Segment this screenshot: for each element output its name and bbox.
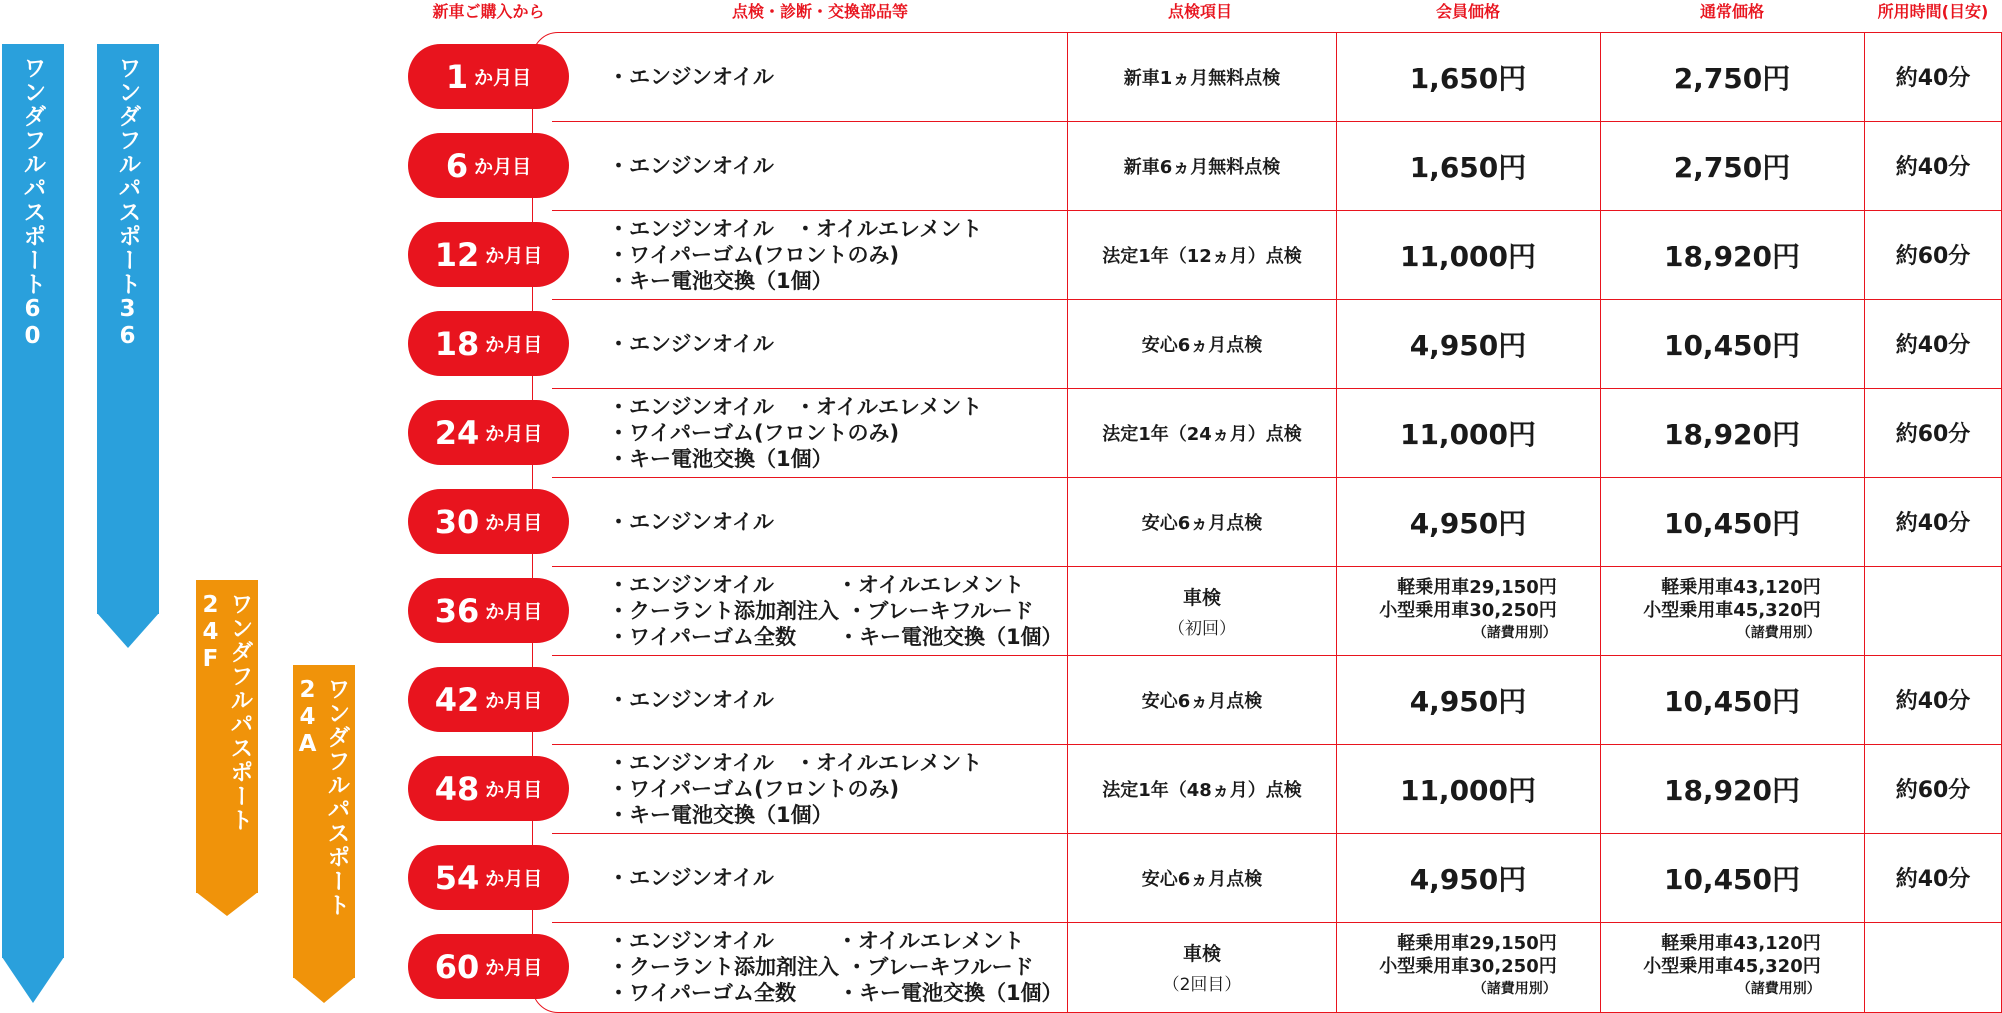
- inspection-cell: 法定1年（48ヵ月）点検: [1102, 779, 1302, 801]
- part-item: ・エンジンオイル ・オイルエレメント: [608, 394, 983, 419]
- month-unit: か月目: [485, 423, 543, 445]
- inspection-cell: 新車6ヵ月無料点検: [1123, 156, 1281, 178]
- member-price-small: 小型乗用車30,250円: [1379, 956, 1557, 977]
- normal-price-cell: 10,450円: [1663, 328, 1801, 362]
- month-number: 54: [434, 858, 480, 897]
- part-item: ・キー電池交換（1個）: [608, 446, 833, 471]
- month-unit: か月目: [485, 245, 543, 267]
- parts-cell: [608, 833, 1068, 922]
- part-item: ・キー電池交換（1個）: [608, 268, 833, 293]
- passport-24f-arrow: [196, 580, 258, 916]
- member-price-cell: 11,000円: [1399, 417, 1537, 451]
- month-number: 18: [434, 324, 480, 363]
- parts-cell: [608, 32, 1068, 121]
- month-unit: か月目: [485, 957, 543, 979]
- member-price-kei: 軽乗用車29,150円: [1397, 933, 1557, 954]
- month-number: 42: [434, 680, 480, 719]
- passport-24a-label: ワンダフルパスポート24A: [294, 677, 350, 917]
- normal-price-cell: 18,920円: [1663, 417, 1801, 451]
- time-cell: [1864, 922, 2002, 1011]
- part-item: ・ワイパーゴム(フロントのみ): [608, 242, 900, 267]
- inspection-cell: 法定1年（12ヵ月）点検: [1102, 245, 1302, 267]
- time-cell: [1864, 566, 2002, 655]
- parts-cell: [608, 477, 1068, 566]
- inspection-label: 車検: [1182, 942, 1221, 965]
- header-from-purchase: 新車ご購入から: [432, 2, 545, 21]
- normal-price-cell: 2,750円: [1673, 150, 1791, 184]
- time-cell: 約60分: [1895, 244, 1971, 269]
- parts-cell: [608, 210, 1068, 299]
- member-price-cell: 11,000円: [1399, 773, 1537, 807]
- month-number: 36: [434, 591, 480, 630]
- passport-24f-label: ワンダフルパスポート24F: [197, 592, 253, 832]
- inspection-sub: （2回目）: [1162, 974, 1242, 995]
- header-parts: 点検・診断・交換部品等: [731, 2, 908, 21]
- part-item: ・クーラント添加剤注入 ・ブレーキフルード: [608, 954, 1034, 979]
- part-item: ・ワイパーゴム(フロントのみ): [608, 420, 900, 445]
- part-item: ・エンジンオイル: [608, 64, 774, 89]
- normal-price-note: （諸費用別）: [1736, 625, 1821, 641]
- table-row: [532, 833, 2002, 922]
- time-cell: 約40分: [1895, 155, 1971, 180]
- table-row: [532, 744, 2002, 833]
- table-row: [532, 210, 2002, 299]
- inspection-label: 車検: [1182, 586, 1221, 609]
- parts-cell: [608, 121, 1068, 210]
- inspection-cell: 安心6ヵ月点検: [1141, 690, 1263, 712]
- month-number: 6: [445, 146, 469, 185]
- table-row: [532, 388, 2002, 477]
- member-price-cell: [1336, 566, 1600, 655]
- table-row: [532, 32, 2002, 121]
- member-price-note: （諸費用別）: [1472, 981, 1557, 997]
- table-row: [532, 922, 2002, 1011]
- month-unit: か月目: [485, 334, 543, 356]
- month-number: 60: [434, 947, 480, 986]
- time-cell: 約40分: [1895, 867, 1971, 892]
- table-row: [532, 566, 2002, 655]
- normal-price-note: （諸費用別）: [1736, 981, 1821, 997]
- header-member-price: 会員価格: [1435, 2, 1500, 21]
- header-normal-price: 通常価格: [1699, 2, 1764, 21]
- normal-price-cell: 18,920円: [1663, 239, 1801, 273]
- member-price-small: 小型乗用車30,250円: [1379, 600, 1557, 621]
- part-item: ・エンジンオイル: [608, 509, 774, 534]
- passport-36-label: ワンダフルパスポート36: [114, 56, 141, 350]
- part-item: ・エンジンオイル: [608, 153, 774, 178]
- month-unit: か月目: [485, 512, 543, 534]
- month-unit: か月目: [485, 868, 543, 890]
- member-price-cell: 11,000円: [1399, 239, 1537, 273]
- passport-60-arrow: [2, 44, 64, 1004]
- passport-36-arrow: [97, 44, 159, 648]
- table-row: [532, 655, 2002, 744]
- normal-price-small: 小型乗用車45,320円: [1643, 956, 1821, 977]
- normal-price-cell: 18,920円: [1663, 773, 1801, 807]
- inspection-sub: （初回）: [1168, 618, 1236, 639]
- time-cell: 約40分: [1895, 689, 1971, 714]
- table-row: [532, 477, 2002, 566]
- parts-cell: [608, 299, 1068, 388]
- part-item: ・キー電池交換（1個）: [608, 802, 833, 827]
- passport-24a-arrow: [293, 665, 355, 1003]
- part-item: ・エンジンオイル ・オイルエレメント: [608, 572, 1025, 597]
- part-item: ・エンジンオイル: [608, 331, 774, 356]
- inspection-cell: 安心6ヵ月点検: [1141, 334, 1263, 356]
- member-price-cell: 4,950円: [1409, 862, 1527, 896]
- parts-cell: [608, 655, 1068, 744]
- parts-cell: [608, 922, 1068, 1011]
- parts-cell: [608, 566, 1068, 655]
- time-cell: 約60分: [1895, 778, 1971, 803]
- month-number: 30: [434, 502, 480, 541]
- normal-price-cell: [1600, 566, 1864, 655]
- normal-price-cell: 10,450円: [1663, 862, 1801, 896]
- month-number: 1: [445, 57, 469, 96]
- member-price-cell: 4,950円: [1409, 506, 1527, 540]
- month-unit: か月目: [474, 156, 532, 178]
- normal-price-cell: 10,450円: [1663, 684, 1801, 718]
- time-cell: 約40分: [1895, 66, 1971, 91]
- month-unit: か月目: [485, 601, 543, 623]
- header-inspection: 点検項目: [1167, 2, 1232, 21]
- inspection-cell: 法定1年（24ヵ月）点検: [1102, 423, 1302, 445]
- normal-price-cell: 10,450円: [1663, 506, 1801, 540]
- inspection-cell: [1068, 566, 1336, 655]
- month-number: 24: [434, 413, 480, 452]
- member-price-cell: [1336, 922, 1600, 1011]
- part-item: ・エンジンオイル ・オイルエレメント: [608, 928, 1025, 953]
- parts-cell: [608, 744, 1068, 833]
- part-item: ・エンジンオイル: [608, 687, 774, 712]
- part-item: ・エンジンオイル: [608, 865, 774, 890]
- time-cell: 約40分: [1895, 511, 1971, 536]
- month-unit: か月目: [485, 690, 543, 712]
- normal-price-small: 小型乗用車45,320円: [1643, 600, 1821, 621]
- inspection-cell: 安心6ヵ月点検: [1141, 512, 1263, 534]
- member-price-cell: 4,950円: [1409, 328, 1527, 362]
- member-price-note: （諸費用別）: [1472, 625, 1557, 641]
- inspection-cell: 安心6ヵ月点検: [1141, 868, 1263, 890]
- time-cell: 約60分: [1895, 422, 1971, 447]
- month-unit: か月目: [485, 779, 543, 801]
- normal-price-kei: 軽乗用車43,120円: [1661, 933, 1821, 954]
- part-item: ・エンジンオイル ・オイルエレメント: [608, 750, 983, 775]
- inspection-cell: 新車1ヵ月無料点検: [1123, 67, 1281, 89]
- part-item: ・ワイパーゴム(フロントのみ): [608, 776, 900, 801]
- normal-price-cell: 2,750円: [1673, 61, 1791, 95]
- inspection-cell: [1068, 922, 1336, 1011]
- time-cell: 約40分: [1895, 333, 1971, 358]
- member-price-kei: 軽乗用車29,150円: [1397, 577, 1557, 598]
- month-unit: か月目: [474, 67, 532, 89]
- passport-60-label: ワンダフルパスポート60: [19, 56, 46, 350]
- member-price-cell: 1,650円: [1409, 61, 1527, 95]
- member-price-cell: 4,950円: [1409, 684, 1527, 718]
- table-row: [532, 299, 2002, 388]
- part-item: ・ワイパーゴム全数 ・キー電池交換（1個）: [608, 980, 1063, 1005]
- month-number: 48: [434, 769, 480, 808]
- parts-cell: [608, 388, 1068, 477]
- table-row: [532, 121, 2002, 210]
- normal-price-cell: [1600, 922, 1864, 1011]
- month-number: 12: [434, 235, 480, 274]
- member-price-cell: 1,650円: [1409, 150, 1527, 184]
- part-item: ・クーラント添加剤注入 ・ブレーキフルード: [608, 598, 1034, 623]
- part-item: ・エンジンオイル ・オイルエレメント: [608, 216, 983, 241]
- normal-price-kei: 軽乗用車43,120円: [1661, 577, 1821, 598]
- header-time: 所用時間(目安): [1877, 2, 1989, 21]
- part-item: ・ワイパーゴム全数 ・キー電池交換（1個）: [608, 624, 1063, 649]
